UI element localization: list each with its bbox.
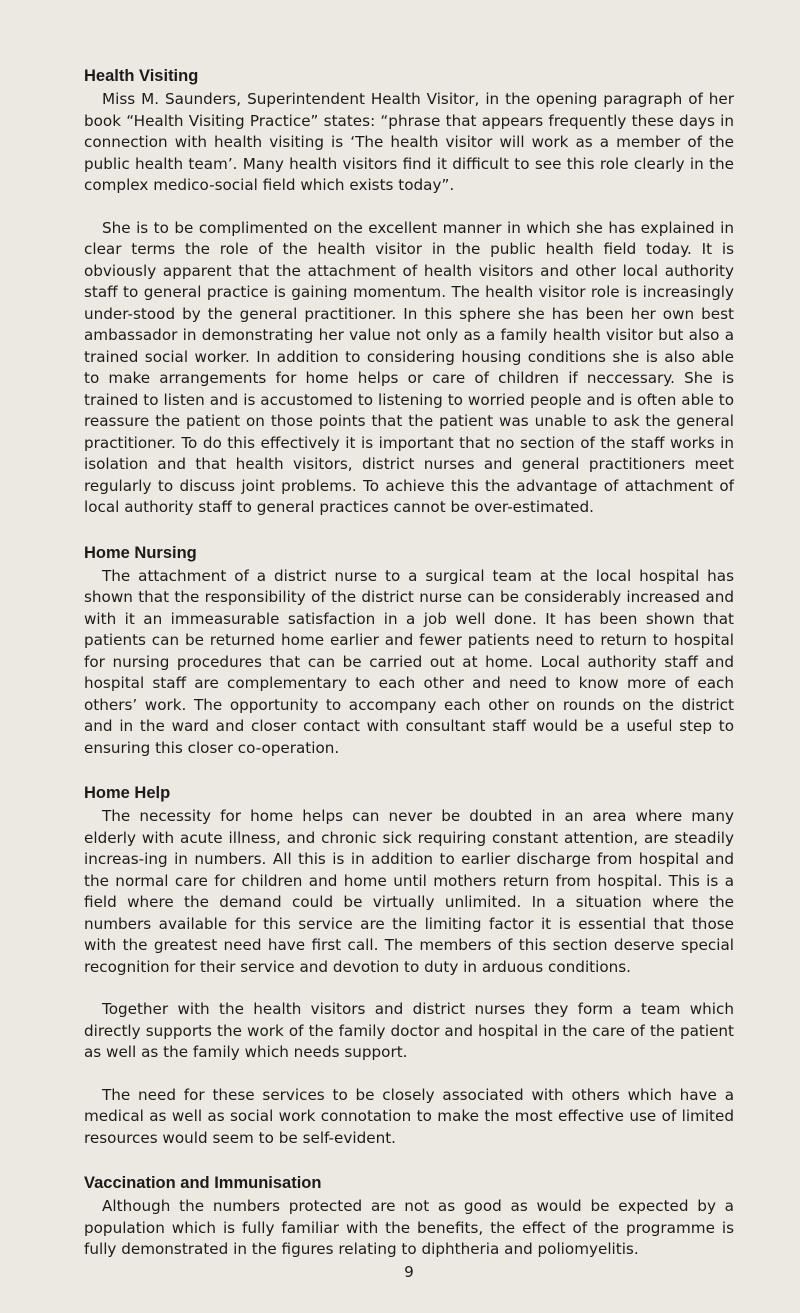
paragraph: Miss M. Saunders, Superintendent Health Visitor, in the opening paragraph of her book “Health Visiting Practice” states: “phrase that appears frequently these days in connection with health visiting is ‘The health visitor will work as a member of the public health team’. Many health visitors find it difficult to see this role clearly in the complex medico-social field which exists today”. (84, 90, 734, 194)
paragraph: Although the numbers protected are not as good as would be expected by a population which is fully familiar with the benefits, the effect of the programme is fully demonstrated in the figures relating to diphtheria and poliomyelitis. (84, 1197, 734, 1258)
section-heading: Home Help (84, 784, 171, 802)
page-number: 9 (404, 1262, 414, 1281)
paragraph: The need for these services to be closely associated with others which have a medical as well as social work connotation to make the most effective use of limited resources would seem to be self-evident. (84, 1085, 734, 1147)
section-vaccination (84, 1173, 734, 1261)
section-heading: Health Visiting (84, 67, 199, 85)
paragraph: Together with the health visitors and district nurses they form a team which directly supports the work of the family doctor and hospital in the care of the patient as well as the family which needs support. (84, 1000, 734, 1061)
paragraph: She is to be complimented on the excellent manner in which she has explained in clear terms the role of the health visitor in the public health field today. It is obviously apparent that the attachment of health visitors and other local authority staff to general practice is gaining momentum. The health visitor role is increasingly under-stood by the general practitioner. In this sphere she has been her own best ambassador in demonstrating her value not only as a family health visitor but also a trained social worker. In addition to considering housing conditions she is also able to make arrangements for home helps or care of children if neccessary. She is trained to listen and is accustomed to listening to worried people and is often able to reassure the patient on those points that the patient was unable to ask the general practitioner. To do this effectively it is important that no section of the staff works in isolation and that health visitors, district nurses and general practitioners meet regularly to discuss joint problems. To achieve this the advantage of attachment of local authority staff to general practices cannot be over-estimated. (84, 218, 734, 516)
section-home-nursing (84, 543, 734, 760)
section-home-help (84, 783, 734, 1149)
paragraph: The necessity for home helps can never be doubted in an area where many elderly with acute illness, and chronic sick requiring constant attention, are steadily increas-ing in numbers. All this is in addition to earlier discharge from hospital and the normal care for children and home until mothers return from hospital. This is a field where the demand could be virtually unlimited. In a situation where the numbers available for this service are the limiting factor it is essential that those with the greatest need have first call. The members of this section deserve special recognition for their service and devotion to duty in arduous conditions. (84, 807, 734, 976)
section-heading: Home Nursing (84, 543, 197, 562)
paragraph: The attachment of a district nurse to a surgical team at the local hospital has shown that the responsibility of the district nurse can be considerably increased and with it an immeasurable satisfaction in a job well done. It has been shown that patients can be returned home earlier and fewer patients need to return to hospital for nursing procedures that can be carried out at home. Local authority staff and hospital staff are complementary to each other and need to know more of each others’ work. The opportunity to accompany each other on rounds on the district and in the ward and closer contact with consultant staff would be a useful step to ensuring this closer co-operation. (84, 566, 734, 757)
section-heading: Vaccination and Immunisation (84, 1174, 322, 1192)
section-health-visiting (84, 66, 734, 519)
